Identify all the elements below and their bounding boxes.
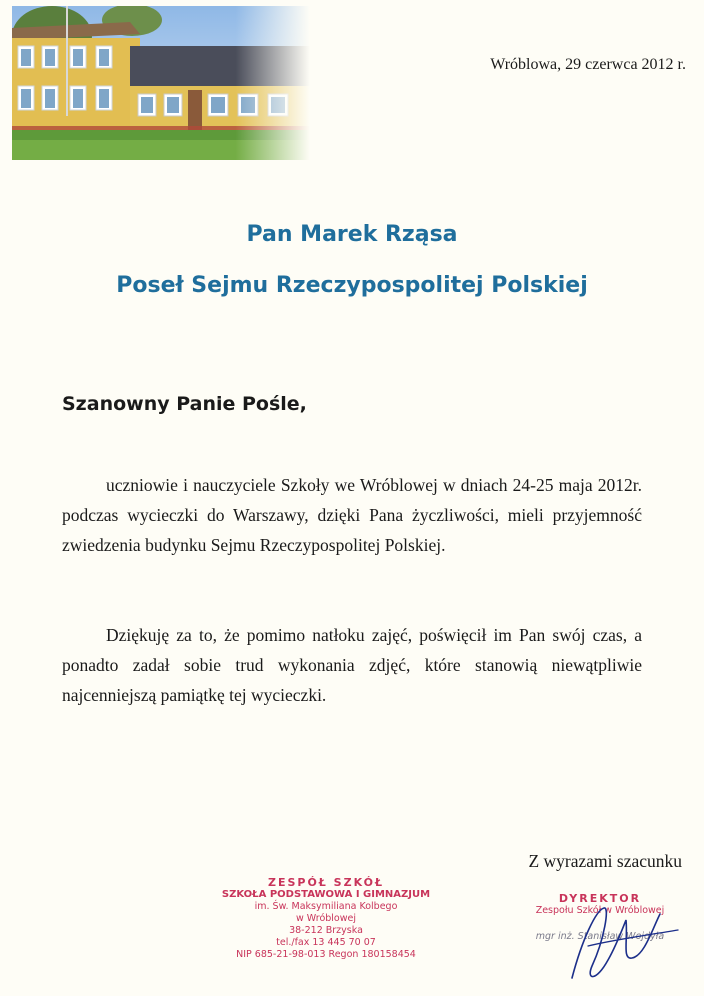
director-stamp-line: Zespołu Szkół w Wróblowej <box>535 905 665 916</box>
closing-phrase: Z wyrazami szacunku <box>528 851 682 871</box>
school-stamp-line: im. Św. Maksymiliana Kolbego <box>254 901 398 912</box>
addressee-name: Pan Marek Rząsa <box>246 222 458 247</box>
school-stamp-line: 38-212 Brzyska <box>289 925 363 936</box>
school-stamp-line: ZESPÓŁ SZKÓŁ <box>267 876 385 889</box>
school-stamp-line: w Wróblowej <box>295 913 356 924</box>
body-paragraph-1: uczniowie i nauczyciele Szkoły we Wróblowej w dniach 24-25 maja 2012r. podczas wycieczki do Warszawy, dzięki Pana życzliwości, mieli przyjemność zwiedzenia budynku Sejmu Rzeczypospolitej Polskiej. <box>62 475 642 555</box>
school-stamp-line: SZKOŁA PODSTAWOWA I GIMNAZJUM <box>221 889 431 900</box>
director-stamp-line: mgr inż. Stanisław Wojdyła <box>535 931 665 942</box>
addressee-title: Poseł Sejmu Rzeczypospolitej Polskiej <box>116 273 588 298</box>
body-paragraph-2: Dziękuję za to, że pomimo natłoku zajęć, poświęcił im Pan swój czas, a ponadto zadał sobie trud wykonania zdjęć, które stanowią niewątpliwie najcenniejszą pamiątkę tej wycieczki. <box>62 625 642 705</box>
school-stamp <box>200 876 452 961</box>
salutation: Szanowny Panie Pośle, <box>62 393 307 415</box>
director-stamp-line: DYREKTOR <box>558 892 642 905</box>
letter-date: Wróblowa, 29 czerwca 2012 r. <box>490 56 686 73</box>
school-photo-illustration <box>12 6 310 160</box>
handwritten-signature <box>552 900 692 990</box>
school-building-photo <box>12 6 310 160</box>
school-stamp-line: NIP 685-21-98-013 Regon 180158454 <box>236 949 416 960</box>
school-stamp-line: tel./fax 13 445 70 07 <box>276 937 376 948</box>
